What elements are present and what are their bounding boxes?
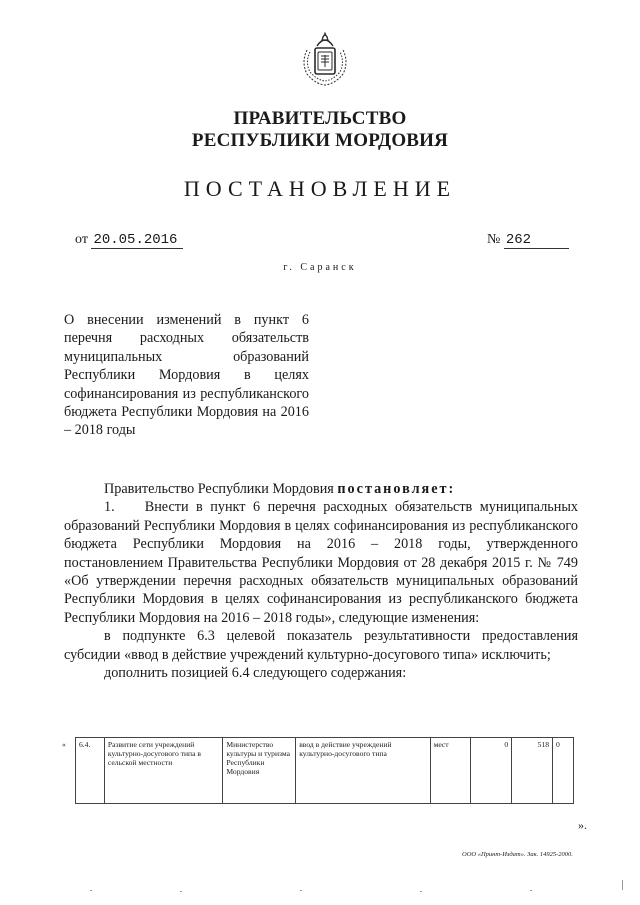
org-name-line1: ПРАВИТЕЛЬСТВО (233, 108, 407, 129)
unit-cell: мест (430, 738, 471, 804)
table-row (62, 738, 574, 804)
scan-speck (300, 890, 302, 891)
closing-quote: ». (578, 818, 587, 832)
org-name-line2: РЕСПУБЛИКИ МОРДОВИЯ (191, 130, 449, 151)
change-1-paragraph: в подпункте 6.3 целевой показатель результативности предоставления субсидии «ввод в действие учреждений культурно-досугового типа» исключить; (64, 628, 578, 663)
change-2-paragraph: дополнить позицией 6.4 следующего содержания: (104, 665, 407, 682)
ministry-cell: Министерство культуры и туризма Республики Мордовия (223, 738, 296, 804)
document-number: 262 (504, 233, 569, 249)
value-2018-cell: 0 (553, 738, 574, 804)
document-date: 20.05.2016 (91, 233, 183, 249)
city-line: г. Саранск (283, 262, 357, 273)
insert-table (62, 737, 574, 804)
number-prefix: № (487, 232, 501, 247)
scan-speck (420, 891, 422, 892)
document-subject: О внесении изменений в пункт 6 перечня расходных обязательств муниципальных образований Республики Мордовия в целях софинансирования из республиканского бюджета Республики Мордовия на 2016 – 2018 годы (64, 312, 309, 439)
date-block (75, 232, 183, 249)
open-quote-cell: « (62, 739, 66, 749)
body (64, 480, 578, 682)
value-2016-cell: 0 (471, 738, 512, 804)
item-1-paragraph (64, 498, 578, 627)
lead-paragraph (64, 480, 578, 498)
document-type-title: ПОСТАНОВЛЕНИЕ (183, 176, 457, 201)
value-2017-cell: 518 (512, 738, 553, 804)
row-number-cell: 6.4. (75, 738, 104, 804)
item-1-number: 1. (104, 499, 115, 516)
scan-speck (90, 890, 92, 891)
item-1-text: Внести в пункт 6 перечня расходных обязательств муниципальных образований Республики Мордовия в целях софинансирования из республиканского бюджета Республики Мордовия на 2016 – 2018 годы, утвержденного постановлением Правительства Республики Мордовия от 28 декабря 2015 г. № 749 «Об утверждении перечня расходных обязательств муниципальных образований Республики Мордовия в целях софинансирования из республиканского бюджета Республики Мордовия на 2016 – 2018 годы», следующие изменения: (64, 499, 578, 626)
lead-verb: постановляет: (337, 481, 456, 497)
scan-speck (530, 890, 532, 891)
scan-speck (180, 891, 182, 892)
measure-name-cell: Развитие сети учреждений культурно-досугового типа в сельской местности (104, 738, 222, 804)
indicator-cell: ввод в действие учреждений культурно-досугового типа (296, 738, 430, 804)
scan-speck (622, 880, 623, 890)
number-block (487, 232, 569, 249)
printer-imprint: ООО «Принт-Издат». Зак. 14925-2000. (462, 851, 573, 858)
lead-text: Правительство Республики Мордовия (104, 481, 334, 497)
coat-of-arms-emblem (297, 28, 353, 88)
date-prefix: от (75, 232, 88, 247)
